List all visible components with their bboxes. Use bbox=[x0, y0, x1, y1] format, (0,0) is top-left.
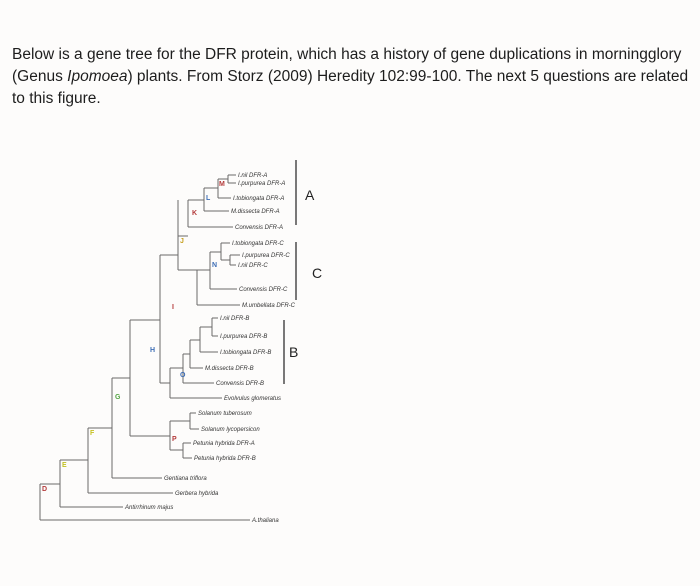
node-label-l: L bbox=[206, 195, 211, 202]
node-label-n: N bbox=[212, 262, 218, 269]
node-label-e: E bbox=[62, 462, 67, 469]
node-label-f: F bbox=[90, 430, 95, 437]
leaf-itobiongata-dfrc: I.tobiongata DFR-C bbox=[232, 241, 284, 247]
leaf-ipurpurea-dfrc: I.purpurea DFR-C bbox=[242, 253, 290, 259]
leaf-inil-dfrb: I.nil DFR-B bbox=[220, 316, 250, 322]
leaf-itobiongata-dfrb: I.tobiongata DFR-B bbox=[220, 350, 272, 356]
leaf-itobiongata-dfra: I.tobiongata DFR-A bbox=[233, 196, 285, 202]
node-label-i: I bbox=[172, 304, 174, 311]
caption-genus: Ipomoea bbox=[67, 68, 128, 85]
node-label-o: O bbox=[180, 372, 186, 379]
clade-group-markers bbox=[284, 160, 322, 384]
leaf-petunia-dfra: Petunia hybrida DFR-A bbox=[193, 441, 255, 447]
group-label-b: B bbox=[289, 344, 299, 360]
leaf-inil-dfrc: I.nil DFR-C bbox=[238, 263, 268, 269]
leaf-convensis-dfra: Convensis DFR-A bbox=[235, 225, 284, 231]
node-label-p: P bbox=[172, 436, 177, 443]
leaf-convensis-dfrc: Convensis DFR-C bbox=[239, 287, 288, 293]
leaf-athaliana: A.thaliana bbox=[252, 518, 279, 524]
leaf-evolvulus: Evolvulus glomeratus bbox=[224, 396, 282, 402]
leaf-convensis-dfrb: Convensis DFR-B bbox=[216, 381, 265, 387]
node-label-m: M bbox=[219, 181, 225, 188]
node-label-j: J bbox=[180, 238, 184, 245]
leaf-petunia-dfrb: Petunia hybrida DFR-B bbox=[194, 456, 256, 462]
node-label-g: G bbox=[115, 394, 121, 401]
leaf-ipurpurea-dfra: I.purpurea DFR-A bbox=[238, 181, 286, 187]
leaf-inil-dfra: I.nil DFR-A bbox=[238, 173, 268, 179]
node-label-k: K bbox=[192, 210, 198, 217]
leaf-ipurpurea-dfrb: I.purpurea DFR-B bbox=[220, 334, 268, 340]
leaf-solanum-tuberosum: Solanum tuberosum bbox=[198, 411, 252, 417]
tree-branches bbox=[40, 175, 250, 520]
group-label-c: C bbox=[312, 265, 323, 281]
caption-text-2: ) plants. From Storz (2009) Heredity 102:99-100. The next 5 questions are related to this figure. bbox=[12, 68, 689, 107]
node-label-h: H bbox=[150, 347, 156, 354]
node-label-d: D bbox=[42, 486, 48, 493]
leaf-solanum-lycopersicon: Solanum lycopersicon bbox=[201, 427, 260, 433]
leaf-mdissecta-dfrb: M.dissecta DFR-B bbox=[205, 366, 254, 372]
leaf-antirrhinum: Antirrhinum majus bbox=[125, 505, 174, 511]
caption-text-1: Below is a gene tree for the DFR protein, which has a history of gene duplications in morningglory (Genus bbox=[12, 46, 682, 85]
leaf-mdissecta-dfra: M.dissecta DFR-A bbox=[231, 209, 280, 215]
leaf-gentiana: Gentiana triflora bbox=[164, 476, 207, 482]
leaf-mumbellata-dfrc: M.umbellata DFR-C bbox=[242, 303, 296, 309]
leaf-gerbera: Gerbera hybrida bbox=[175, 491, 219, 497]
group-label-a: A bbox=[305, 187, 315, 203]
